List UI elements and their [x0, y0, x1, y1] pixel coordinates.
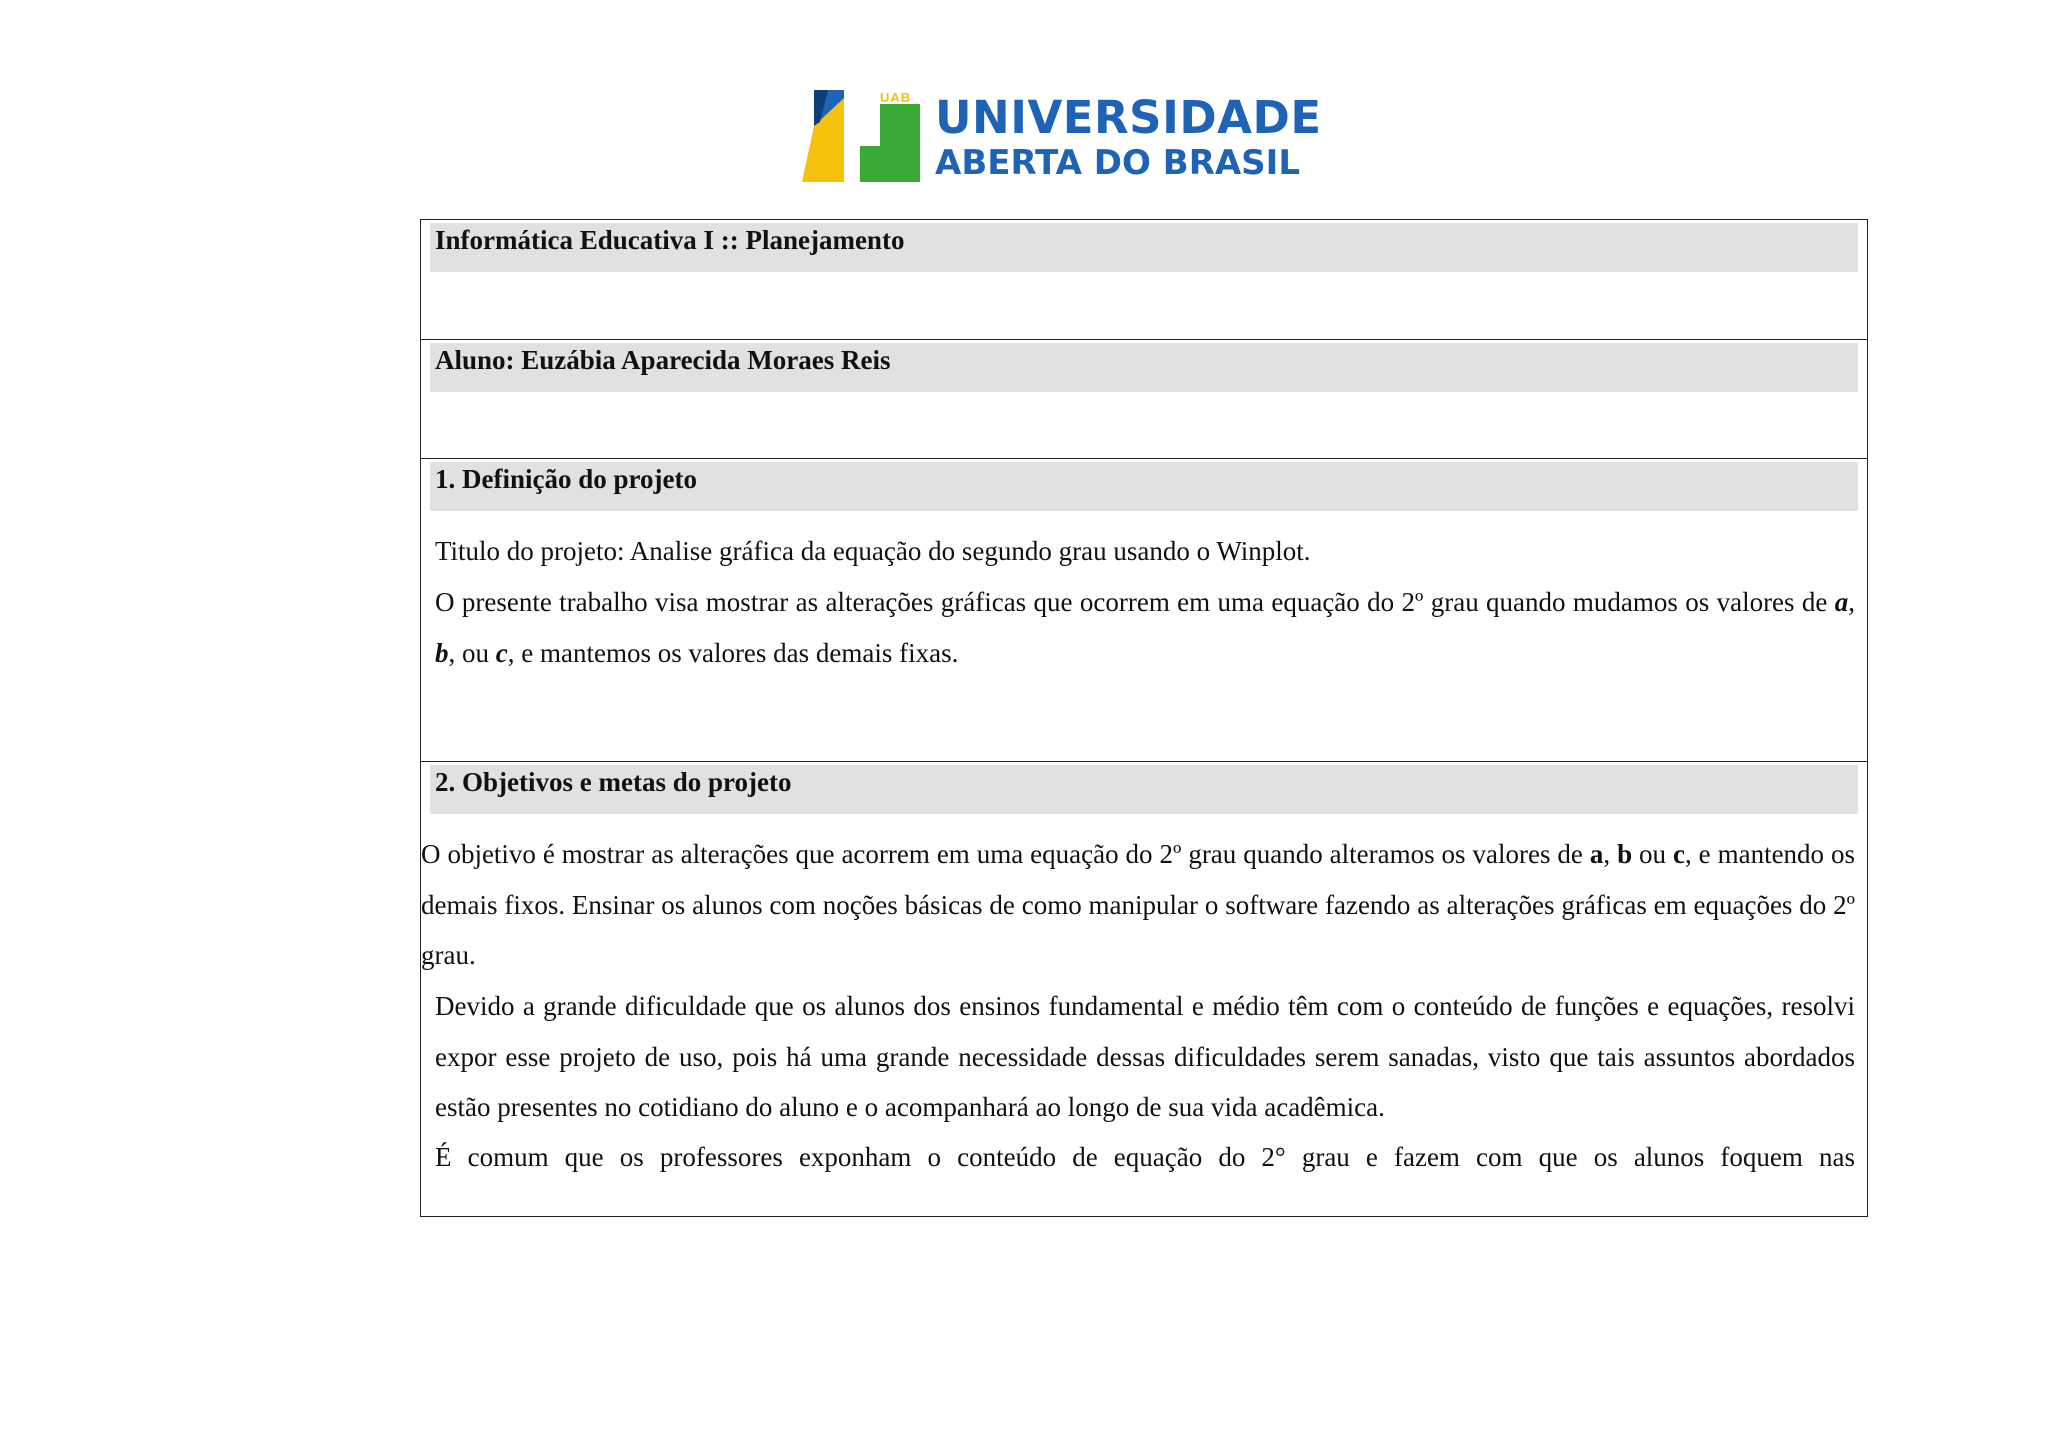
student-name: Aluno: Euzábia Aparecida Moraes Reis	[435, 345, 891, 375]
section-header	[430, 462, 1858, 511]
section-header	[430, 765, 1858, 814]
section-header	[430, 223, 1858, 272]
variable-c: c	[1672, 839, 1685, 869]
definition-heading: 1. Definição do projeto	[435, 464, 697, 494]
logo-badge-text: UAB	[880, 90, 912, 105]
objective-text-start: O objetivo é mostrar as alterações que acorrem em uma equação do 2º grau quando alteramos os valores de	[421, 839, 1590, 869]
planning-form	[420, 219, 1868, 1217]
project-title-text: Titulo do projeto: Analise gráfica da equação do segundo grau usando o Winplot.	[435, 536, 1311, 566]
separator: ,	[1848, 587, 1855, 617]
variable-c: c	[495, 637, 508, 668]
section-student	[421, 339, 1867, 459]
description-text-end: , e mantemos os valores das demais fixas.	[507, 637, 959, 668]
section-header	[430, 343, 1858, 392]
separator: ou	[1632, 839, 1673, 869]
separator: , ou	[448, 637, 496, 668]
variable-b: b	[1617, 839, 1633, 869]
variable-b: b	[435, 637, 449, 668]
logo-title-line1: UNIVERSIDADE	[935, 91, 1322, 144]
project-title-line	[435, 526, 1855, 577]
objectives-heading: 2. Objetivos e metas do projeto	[435, 767, 792, 797]
project-description	[435, 577, 1855, 678]
course-title: Informática Educativa I :: Planejamento	[435, 225, 905, 255]
variable-a: a	[1589, 839, 1604, 869]
objectives-paragraph-3: É comum que os professores exponham o conteúdo de equação do 2° grau e fazem com que os alunos foquem nas	[435, 1142, 1855, 1172]
uab-logo	[798, 86, 1328, 186]
section-objectives	[421, 761, 1867, 1216]
section-definition	[421, 458, 1867, 762]
variable-a: a	[1834, 587, 1849, 617]
separator: ,	[1603, 839, 1618, 869]
logo-title-line2: ABERTA DO BRASIL	[935, 143, 1300, 183]
objectives-paragraph-2: Devido a grande dificuldade que os alunos dos ensinos fundamental e médio têm com o conteúdo de funções e equações, resolvi expor esse projeto de uso, pois há uma grande necessidade dessas dificuldades serem sanadas, visto que tais assuntos abordados estão presentes no cotidiano do aluno e o acompanhará ao longo de sua vida acadêmica.	[435, 991, 1855, 1122]
description-text-start: O presente trabalho visa mostrar as alterações gráficas que ocorrem em uma equação do 2º grau quando mudamos os valores de	[435, 587, 1835, 617]
logo-green-shape	[860, 104, 920, 182]
objective-text-end: , e mantendo os demais fixos. Ensinar os alunos com noções básicas de como manipular o software fazendo as alterações gráficas em equações do 2º grau.	[421, 839, 1856, 970]
objectives-paragraph-1	[421, 829, 1855, 981]
section-course	[421, 220, 1867, 339]
